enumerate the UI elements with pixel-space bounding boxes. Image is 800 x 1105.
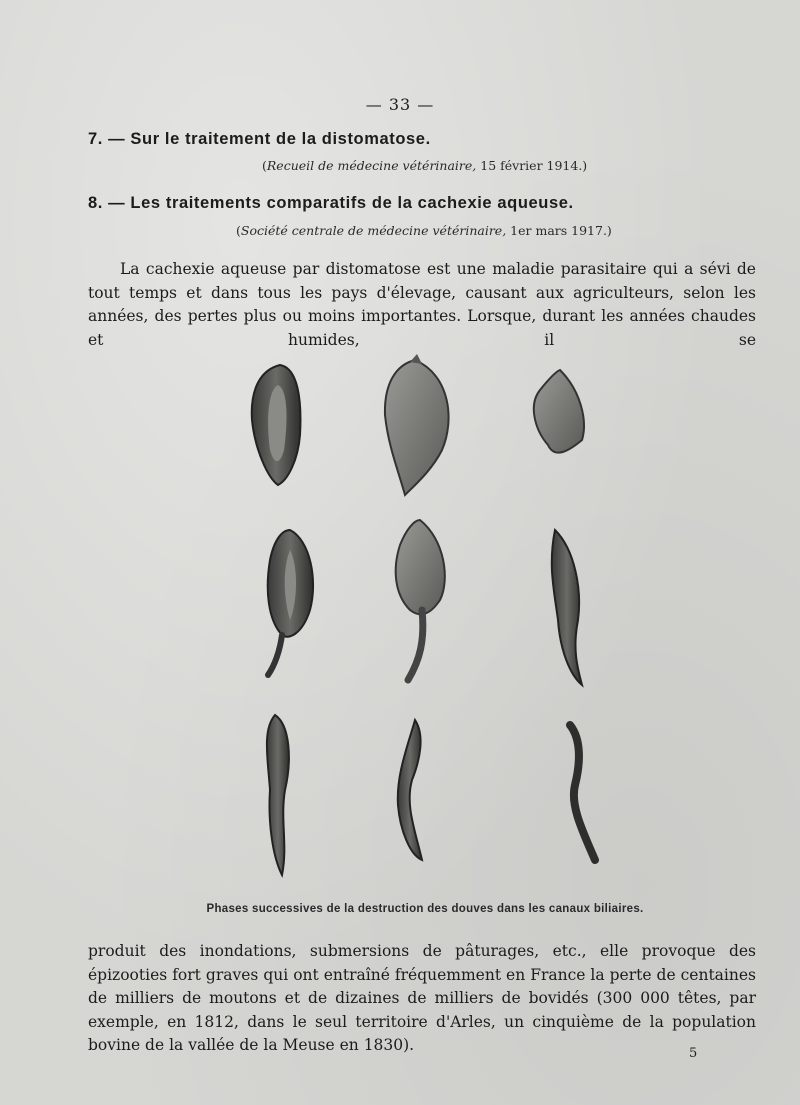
footer-mark: 5	[689, 1046, 698, 1061]
section-7-source	[262, 158, 587, 173]
section-8-heading: 8. — Les traitements comparatifs de la cachexie aqueuse.	[88, 194, 574, 212]
section-7-heading: 7. — Sur le traitement de la distomatose.	[88, 130, 431, 148]
section-8-source-date: 1er mars 1917.)	[506, 223, 612, 238]
section-7-source-open: (	[262, 158, 267, 173]
page-number: — 33 —	[365, 95, 435, 114]
fluke-row3-middle	[398, 720, 422, 860]
figure-caption: Phases successives de la destruction des douves dans les canaux biliaires.	[206, 903, 644, 915]
fluke-row3-left	[267, 715, 289, 875]
liver-fluke-illustration	[210, 350, 630, 890]
body-paragraph-2: produit des inondations, submersions de pâturages, etc., elle provoque des épizooties fort graves qui ont entraîné fréquemment en France la perte de centaines de milliers de moutons et de dizaines de milliers de bovidés (300 000 têtes, par exemple, en 1812, dans le seul territoire d'Arles, un cinquième de la population bovine de la vallée de la Meuse en 1830).	[88, 942, 756, 1054]
section-7-source-journal: Recueil de médecine vétérinaire,	[266, 158, 477, 173]
fluke-row2-right	[552, 530, 582, 685]
section-8-source-journal: Société centrale de médecine vétérinaire,	[240, 223, 507, 238]
fluke-row1-left	[252, 365, 301, 485]
fluke-row1-middle	[385, 354, 449, 495]
fluke-row1-right	[534, 370, 584, 453]
fluke-row3-right	[570, 725, 595, 860]
fluke-row2-left	[268, 530, 313, 675]
section-7-source-date: 15 février 1914.)	[476, 158, 588, 173]
body-paragraph-1: La cachexie aqueuse par distomatose est une maladie parasitaire qui a sévi de tout temps et dans tous les pays d'élevage, causant aux agriculteurs, selon les années, des pertes plus ou moins importantes. Lorsque, durant les années chaudes et humides, il se	[88, 260, 756, 349]
fluke-row2-middle	[396, 520, 445, 680]
section-8-source	[236, 223, 612, 238]
section-8-source-open: (	[236, 223, 241, 238]
